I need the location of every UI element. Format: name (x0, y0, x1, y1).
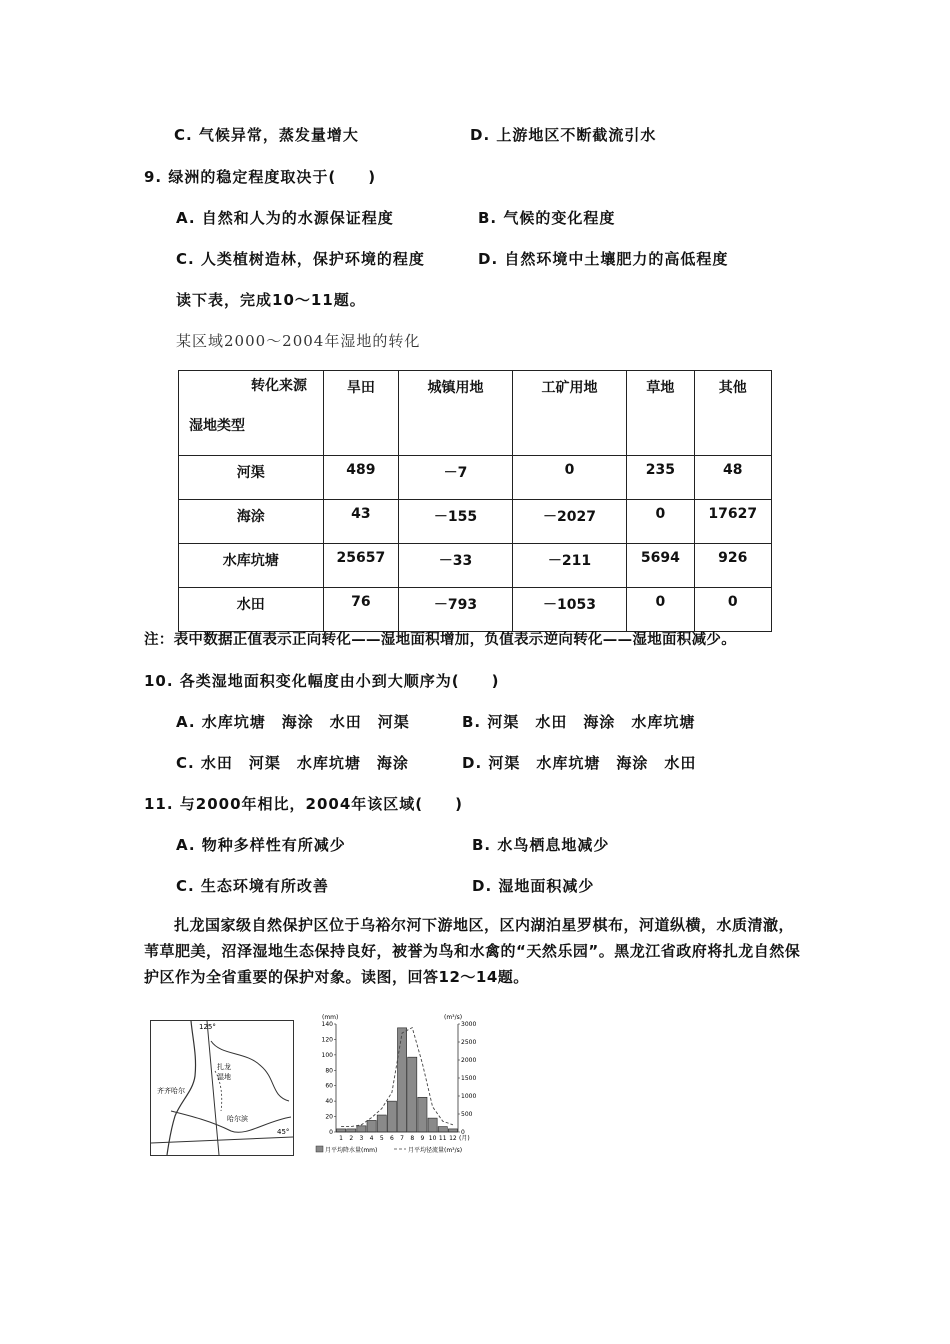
precip-bar (438, 1127, 447, 1132)
legend-bar-label: 月平均降水量(mm) (325, 1147, 378, 1154)
q8-option-d: D. 上游地区不断截流引水 (470, 126, 657, 144)
x-tick-label: 3 (359, 1135, 364, 1142)
map-label-wetland: 湿地 (217, 1073, 231, 1081)
row-label: 海涂 (179, 500, 324, 544)
table-cell: －7 (399, 456, 513, 500)
left-tick-label: 0 (329, 1129, 333, 1136)
table-row (179, 500, 772, 544)
row-label: 河渠 (179, 456, 324, 500)
x-tick-label: 12 (449, 1135, 457, 1142)
intro-10-11: 读下表，完成10～11题。 (176, 291, 366, 309)
precip-bar (387, 1101, 396, 1132)
right-tick-label: 2500 (461, 1039, 477, 1046)
map-label-harbin: 哈尔滨 (227, 1115, 248, 1123)
x-axis-unit: (月) (459, 1135, 470, 1142)
right-tick-label: 0 (461, 1129, 465, 1136)
table-cell: 489 (323, 456, 399, 500)
table-header-row (179, 371, 772, 456)
climate-chart (306, 1010, 506, 1160)
x-tick-label: 9 (420, 1135, 425, 1142)
q11-option-a: A. 物种多样性有所减少 (176, 836, 346, 854)
zhalong-map (150, 1020, 294, 1156)
legend-bar-swatch (316, 1146, 323, 1152)
left-tick-label: 40 (325, 1098, 333, 1106)
table-row (179, 544, 772, 588)
table-cell: 48 (694, 456, 771, 500)
x-tick-label: 2 (349, 1135, 354, 1142)
corner-bottom-label: 湿地类型 (189, 418, 245, 434)
precip-bar (337, 1129, 346, 1132)
row-label: 水库坑塘 (179, 544, 324, 588)
x-tick-label: 8 (410, 1135, 415, 1142)
map-lon-label: 125° (199, 1023, 216, 1031)
right-tick-label: 1500 (461, 1075, 477, 1082)
table-cell: 76 (323, 588, 399, 632)
table-cell: －211 (512, 544, 626, 588)
q9-option-a: A. 自然和人为的水源保证程度 (176, 209, 394, 227)
column-header: 城镇用地 (399, 371, 513, 456)
passage-zhalong: 扎龙国家级自然保护区位于乌裕尔河下游地区，区内湖泊星罗棋布，河道纵横，水质清澈，苇草肥美，沼泽湿地生态保持良好，被誉为鸟和水禽的“天然乐园”。黑龙江省政府将扎龙自然保护区作为全省重要的保护对象。读图，回答12～14题。 (144, 916, 801, 986)
table-cell: －1053 (512, 588, 626, 632)
table-cell: －155 (399, 500, 513, 544)
x-tick-label: 5 (379, 1135, 384, 1142)
precip-bar (418, 1097, 427, 1132)
river-line (211, 1041, 289, 1101)
corner-top-label: 转化来源 (251, 378, 307, 394)
x-tick-label: 11 (438, 1135, 447, 1142)
precip-bar (377, 1115, 386, 1132)
parallel-line (151, 1137, 293, 1143)
right-tick-label: 1000 (461, 1093, 477, 1100)
q11-option-d: D. 湿地面积减少 (472, 877, 595, 895)
meridian-line (207, 1021, 219, 1155)
precip-bar (357, 1126, 366, 1132)
table-cell: 0 (627, 500, 694, 544)
table-cell: 235 (627, 456, 694, 500)
q10-option-d: D. 河渠 水库坑塘 海涂 水田 (462, 754, 697, 772)
table-caption: 某区域2000～2004年湿地的转化 (176, 332, 421, 350)
column-header: 旱田 (323, 371, 399, 456)
q9-option-c: C. 人类植树造林，保护环境的程度 (176, 250, 425, 268)
x-tick-label: 6 (390, 1135, 394, 1142)
x-tick-label: 1 (339, 1135, 343, 1142)
chart-svg (306, 1010, 506, 1160)
q9-option-d: D. 自然环境中土壤肥力的高低程度 (478, 250, 729, 268)
legend-line-label: 月平均径流量(m³/s) (408, 1147, 463, 1154)
q11-stem: 11. 与2000年相比，2004年该区域( ) (144, 795, 464, 813)
table-note: 注：表中数据正值表示正向转化——湿地面积增加，负值表示逆向转化——湿地面积减少。 (144, 632, 736, 648)
x-tick-label: 10 (428, 1135, 437, 1142)
map-drawing (151, 1021, 293, 1155)
column-header: 草地 (627, 371, 694, 456)
right-axis-unit: (m³/s) (444, 1014, 463, 1021)
q10-option-a: A. 水库坑塘 海涂 水田 河渠 (176, 713, 410, 731)
table-row (179, 588, 772, 632)
table-cell: －2027 (512, 500, 626, 544)
left-tick-label: 100 (321, 1051, 333, 1059)
table-cell: 25657 (323, 544, 399, 588)
precip-bar (428, 1118, 437, 1132)
wetland-table (178, 370, 772, 632)
q10-option-b: B. 河渠 水田 海涂 水库坑塘 (462, 713, 696, 731)
q8-option-c: C. 气候异常，蒸发量增大 (174, 126, 359, 144)
right-tick-label: 500 (461, 1111, 473, 1118)
precip-bar (347, 1129, 356, 1132)
q9-option-b: B. 气候的变化程度 (478, 209, 616, 227)
left-tick-label: 140 (321, 1021, 333, 1028)
left-axis-unit: (mm) (322, 1014, 339, 1021)
table-cell: －33 (399, 544, 513, 588)
precip-bar (408, 1057, 417, 1132)
table-cell: 0 (627, 588, 694, 632)
table-cell: 926 (694, 544, 771, 588)
table-cell: 17627 (694, 500, 771, 544)
precip-bar (448, 1129, 457, 1132)
q11-option-c: C. 生态环境有所改善 (176, 877, 329, 895)
table-corner-cell (179, 371, 324, 456)
q9-stem: 9. 绿洲的稳定程度取决于( ) (144, 168, 377, 186)
right-tick-label: 2000 (461, 1057, 477, 1064)
table-row (179, 456, 772, 500)
left-tick-label: 120 (321, 1036, 333, 1044)
x-tick-label: 7 (400, 1135, 404, 1142)
column-header: 其他 (694, 371, 771, 456)
table-cell: 0 (694, 588, 771, 632)
column-header: 工矿用地 (512, 371, 626, 456)
right-tick-label: 3000 (461, 1021, 477, 1028)
x-tick-label: 4 (369, 1135, 374, 1142)
table-cell: 5694 (627, 544, 694, 588)
left-tick-label: 80 (325, 1067, 333, 1075)
table-cell: 43 (323, 500, 399, 544)
q10-option-c: C. 水田 河渠 水库坑塘 海涂 (176, 754, 409, 772)
q11-option-b: B. 水鸟栖息地减少 (472, 836, 610, 854)
table-cell: －793 (399, 588, 513, 632)
table-cell: 0 (512, 456, 626, 500)
left-tick-label: 20 (325, 1113, 333, 1121)
precip-bar (398, 1028, 407, 1132)
row-label: 水田 (179, 588, 324, 632)
map-label-zhalong: 扎龙 (217, 1063, 231, 1071)
map-label-qiqihar: 齐齐哈尔 (157, 1087, 185, 1095)
left-tick-label: 60 (325, 1082, 333, 1090)
precip-bar (367, 1120, 376, 1132)
runoff-line (341, 1028, 453, 1127)
q10-stem: 10. 各类湿地面积变化幅度由小到大顺序为( ) (144, 672, 500, 690)
map-lat-label: 45° (277, 1128, 290, 1136)
